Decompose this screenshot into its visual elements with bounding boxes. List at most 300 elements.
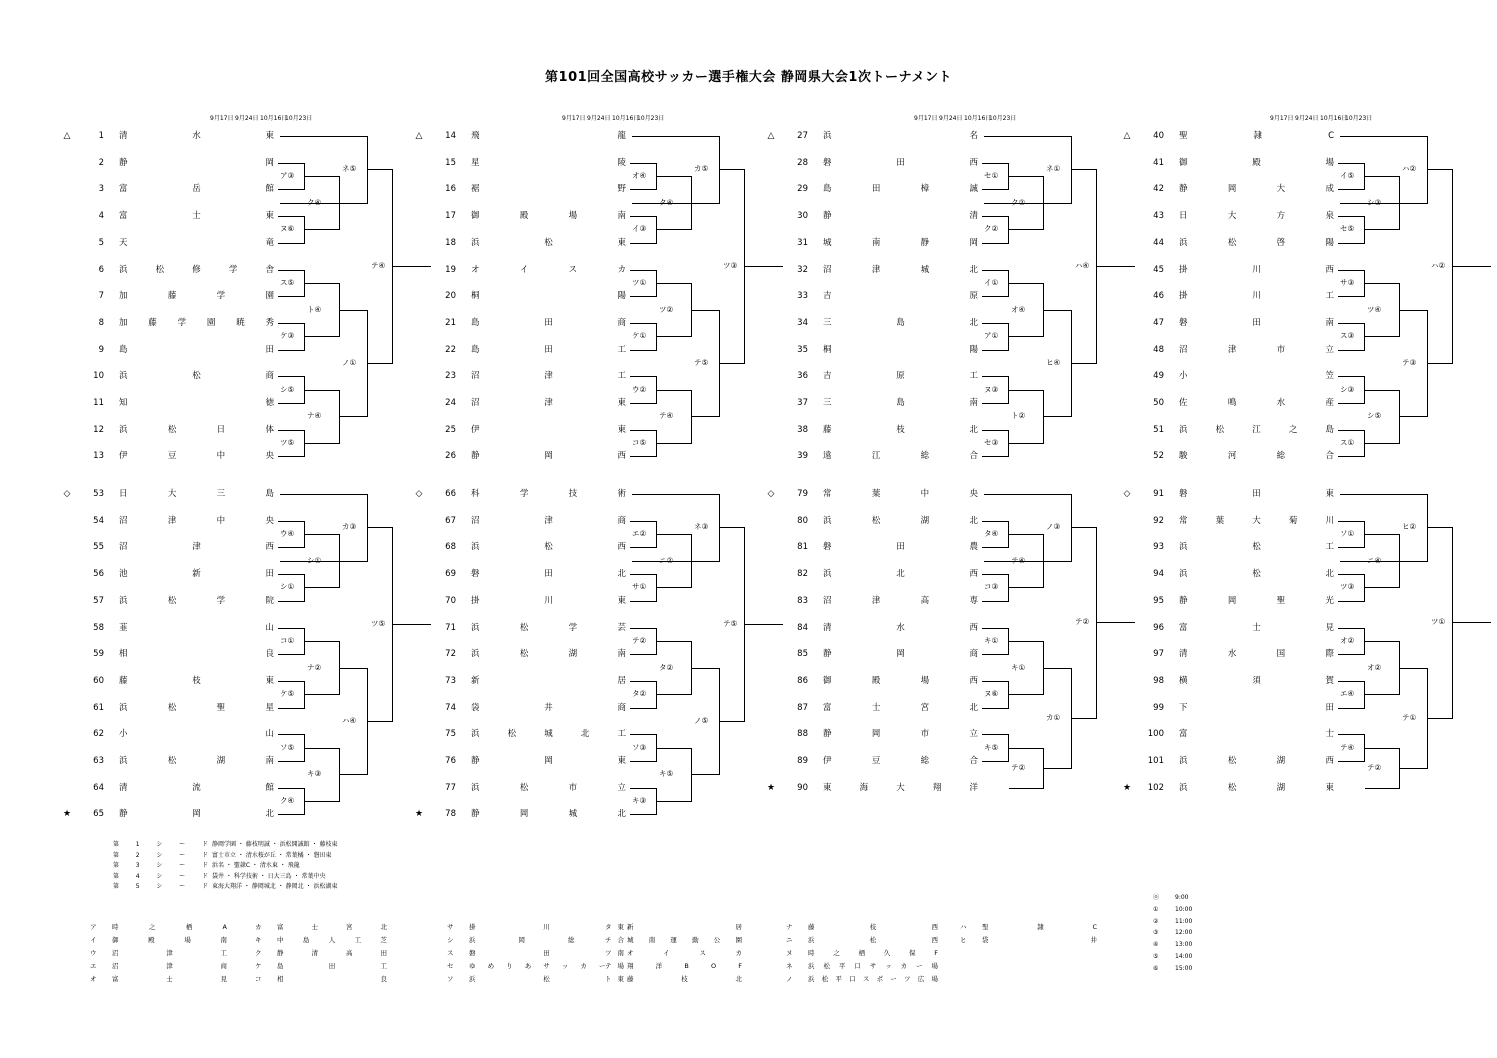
team-name	[471, 701, 626, 715]
team-row	[414, 567, 629, 581]
venue-row	[605, 947, 742, 960]
seed-label-char: ド	[201, 841, 208, 848]
seed-label-char: ー	[179, 841, 186, 848]
seed-label-char: シ	[156, 883, 163, 890]
seed-teams: 静岡学園 ・ 藤枝明誠 ・ 浜松開誠館 ・ 藤枝東	[212, 841, 338, 848]
team-name-char: 城	[823, 237, 832, 248]
team-number: 80	[797, 515, 808, 526]
team-row	[1122, 514, 1337, 528]
match-label: ウ②	[632, 384, 647, 394]
kickoff-time-row	[1153, 917, 1192, 928]
match-label: ア③	[280, 171, 295, 181]
team-number: 7	[98, 291, 104, 302]
team-name-char: 裾	[471, 184, 480, 195]
team-name-char: 場	[920, 675, 930, 686]
team-name	[471, 343, 626, 357]
team-name-char: 浜	[471, 237, 480, 248]
team-name-char: 津	[192, 542, 201, 553]
venue-name-char: 時	[808, 949, 815, 957]
team-name-char: 市	[1276, 344, 1286, 355]
team-name-char: 川	[544, 595, 553, 606]
venue-name-char: 袋	[982, 936, 989, 944]
team-name-char: 城	[920, 264, 930, 275]
team-row	[414, 316, 629, 330]
venue-name	[277, 960, 387, 973]
team-name-char: 体	[265, 424, 274, 435]
venue-name-char: 人	[328, 936, 336, 944]
team-name-char: 常	[823, 489, 832, 499]
team-name-char: 陽	[1325, 237, 1334, 248]
match-label: キ①	[1011, 662, 1026, 672]
venue-name-char: 松	[869, 936, 877, 944]
match-label: ノ③	[1046, 522, 1061, 532]
team-name-char: 浜	[1179, 782, 1188, 793]
team-name-char: 田	[1325, 702, 1334, 713]
team-name-char: 徳	[265, 398, 274, 408]
seed-label-char: 4	[135, 872, 140, 880]
team-name-char: 陽	[969, 344, 978, 355]
team-name-char: 島	[471, 317, 480, 328]
team-row	[62, 727, 277, 741]
seed-teams: 富士市立 ・ 清水桜が丘 ・ 常葉橘 ・ 磐田東	[212, 851, 332, 859]
venue-key: シ	[447, 936, 454, 944]
time-slot-mark: ⑤	[1153, 953, 1159, 960]
match-label: テ④	[659, 411, 674, 421]
venue-name-char: ー	[598, 962, 606, 970]
team-row	[62, 129, 277, 143]
team-name-char: 相	[119, 649, 128, 660]
venue-key: ネ	[786, 962, 793, 970]
team-name-char: 城	[568, 809, 578, 820]
venue-name-char: 場	[931, 975, 938, 983]
venue-name-char: カ	[580, 962, 587, 970]
venue-name-char: ポ	[876, 975, 884, 983]
team-name-char: 伊	[823, 756, 832, 766]
team-name-char: 菊	[1288, 515, 1298, 526]
team-name-char: 産	[1325, 398, 1334, 408]
seed-label	[113, 861, 212, 872]
team-number: 15	[445, 157, 456, 168]
team-name-char: 島	[1325, 424, 1334, 435]
team-number: 86	[797, 675, 808, 686]
venue-name	[627, 960, 742, 973]
team-name-char: 津	[1227, 344, 1237, 355]
team-row	[414, 727, 629, 741]
team-row	[1122, 567, 1337, 581]
match-label: イ①	[984, 277, 999, 287]
team-row	[1122, 129, 1337, 143]
match-label: ソ③	[632, 742, 647, 752]
team-name	[119, 647, 274, 661]
team-name-char: オ	[471, 264, 480, 275]
team-row	[1122, 182, 1337, 196]
venue-name-char: 合	[617, 936, 624, 944]
team-name-char: 沼	[823, 595, 832, 606]
venue-name	[469, 947, 624, 960]
venue-name-char: 浜	[469, 936, 476, 944]
team-name-char: 清	[1179, 649, 1188, 660]
match-label: サ③	[1340, 277, 1355, 287]
match-label: エ④	[1340, 689, 1355, 699]
team-name-char: 磐	[823, 157, 832, 168]
team-name-char: 北	[1325, 569, 1334, 580]
team-name-char: 士	[871, 702, 881, 713]
match-label: テ⑤	[694, 357, 709, 367]
match-label: ネ⑤	[342, 164, 357, 174]
team-name-char: 江	[1252, 424, 1261, 435]
team-name-char: 水	[1276, 398, 1286, 408]
team-name-char: 横	[1179, 675, 1188, 686]
match-label: ヒ④	[1046, 357, 1061, 367]
venue-name-char: 沼	[112, 962, 119, 970]
venue-name-char: 北	[380, 923, 387, 931]
team-name-char: 野	[617, 184, 626, 195]
team-row	[1122, 156, 1337, 170]
team-number: 34	[797, 317, 808, 328]
team-row	[62, 514, 277, 528]
venue-name-char: 川	[543, 923, 550, 931]
team-name	[471, 236, 626, 250]
team-name-char: 際	[1325, 649, 1334, 660]
seed-teams: 東海大翔洋 ・ 静岡城北 ・ 静岡北 ・ 浜松湖東	[212, 883, 338, 890]
team-number: 26	[445, 451, 456, 462]
team-name-char: ス	[568, 264, 578, 275]
venue-key: カ	[255, 923, 262, 931]
team-number: 57	[93, 595, 104, 606]
venue-row	[786, 934, 938, 947]
team-name-char: 立	[617, 782, 626, 793]
team-name	[823, 727, 978, 741]
venue-key: ヒ	[960, 936, 967, 944]
team-name-char: 南	[617, 649, 626, 660]
venue-row	[90, 921, 227, 934]
team-name-char: 鳴	[1227, 398, 1237, 408]
team-name-char: 富	[1179, 729, 1188, 740]
time-value: 13:00	[1175, 941, 1193, 949]
team-name-char: 東	[617, 398, 626, 408]
venue-name	[627, 921, 742, 934]
venue-name-char: 殿	[148, 936, 155, 944]
team-number: 40	[1153, 131, 1164, 141]
team-name	[1179, 182, 1334, 196]
venue-row	[605, 960, 742, 973]
team-number: 62	[93, 729, 104, 740]
venue-name-char: 中	[277, 936, 284, 944]
team-name	[823, 487, 978, 501]
team-name-char: 静	[823, 211, 832, 222]
team-name-char: 工	[617, 371, 626, 382]
team-name-char: 松	[155, 264, 165, 275]
team-name-char: 浜	[1179, 569, 1188, 580]
team-number: 27	[797, 131, 808, 141]
team-name-char: 清	[119, 131, 128, 141]
team-name-char: 津	[167, 515, 177, 526]
venue-name-char: 洋	[655, 962, 663, 970]
match-label: タ②	[659, 662, 674, 672]
team-row	[414, 423, 629, 437]
team-name-char: 井	[544, 702, 553, 713]
team-name	[823, 236, 978, 250]
team-name-char: 松	[519, 649, 529, 660]
seed-label-char: 1	[135, 841, 140, 848]
round-date: 9月17日	[914, 115, 938, 122]
team-name-char: 川	[1252, 264, 1261, 275]
venue-name-char: 岡	[518, 936, 525, 944]
match-label: カ③	[342, 522, 357, 532]
match-label: ソ①	[1340, 529, 1355, 539]
kickoff-time-row	[1153, 952, 1192, 963]
team-name-char: 総	[1276, 451, 1286, 462]
team-name	[471, 540, 626, 554]
team-name-char: 商	[969, 649, 978, 660]
team-name	[119, 781, 274, 795]
venue-name-char: 宮	[346, 923, 353, 931]
venue-key: ニ	[786, 936, 793, 944]
team-name-char: 田	[544, 344, 553, 355]
team-name	[119, 209, 274, 223]
venue-name-char: 口	[854, 962, 861, 970]
team-name	[119, 343, 274, 357]
venue-name-char: 南	[617, 949, 624, 957]
venue-key: ナ	[786, 923, 793, 931]
team-row	[766, 487, 981, 501]
team-name-char: 三	[216, 489, 226, 499]
team-row	[1122, 727, 1337, 741]
venue-name-char: F	[738, 962, 742, 970]
round-date: 9月17日	[210, 115, 234, 122]
match-label: ハ④	[342, 715, 357, 725]
team-name-char: 学	[216, 291, 226, 302]
team-name-char: 之	[1288, 424, 1298, 435]
team-name-char: 浜	[471, 622, 480, 633]
team-number: 55	[93, 542, 104, 553]
team-name-char: 伊	[119, 451, 128, 462]
venue-name	[469, 973, 624, 986]
team-name	[1179, 316, 1334, 330]
venue-name-char: カ	[900, 962, 908, 970]
match-label: イ③	[632, 224, 647, 234]
round-date: 10月16日	[964, 115, 992, 122]
team-name-char: 北	[969, 264, 978, 275]
team-row	[1122, 236, 1337, 250]
match-label: ク②	[984, 224, 999, 234]
team-name-char: 吉	[823, 291, 832, 302]
venue-key: ツ	[605, 949, 612, 957]
team-number: 92	[1153, 515, 1164, 526]
time-slot-mark: ⑥	[1153, 964, 1159, 972]
team-row	[414, 807, 629, 821]
team-name-char: 島	[471, 344, 480, 355]
team-number: 60	[93, 675, 104, 686]
match-label: タ④	[659, 197, 674, 207]
team-name-char: 田	[896, 157, 905, 168]
round-dates	[914, 113, 1017, 122]
team-name-char: 川	[1252, 291, 1261, 302]
team-row	[414, 647, 629, 661]
round-date: 10月23日	[989, 115, 1017, 122]
team-name-char: 岡	[544, 451, 553, 462]
venue-name-char: ス	[862, 975, 870, 983]
team-number: 84	[797, 622, 808, 633]
venue-key: ヌ	[786, 949, 793, 957]
team-name-char: 央	[265, 515, 274, 526]
match-label: シ⑤	[1367, 411, 1382, 421]
team-name-char: 原	[896, 371, 905, 382]
team-row	[766, 236, 981, 250]
team-name	[119, 396, 274, 410]
team-row	[1122, 621, 1337, 635]
team-name-char: 沼	[119, 515, 128, 526]
team-number: 94	[1153, 569, 1164, 580]
venue-key: コ	[255, 975, 262, 983]
venue-name	[469, 960, 624, 973]
team-name-char: 学	[216, 595, 226, 606]
team-name	[823, 540, 978, 554]
team-row	[1122, 594, 1337, 608]
team-name-char: 専	[969, 595, 978, 606]
team-name-char: 静	[471, 756, 480, 766]
team-number: 2	[98, 157, 104, 168]
seed-label-char: 第	[113, 851, 120, 859]
seed-row	[113, 882, 337, 893]
venue-name	[277, 973, 387, 986]
team-row	[62, 263, 277, 277]
venue-key: イ	[90, 936, 97, 944]
team-name-char: 龍	[617, 131, 626, 141]
team-name-char: 静	[119, 157, 128, 168]
team-name-char: 国	[1276, 649, 1286, 660]
team-name-char: 聖	[1276, 595, 1286, 606]
match-label: ス③	[1340, 331, 1355, 341]
seed-label-char: シ	[156, 851, 163, 859]
match-label: ツ①	[1431, 617, 1446, 627]
team-name-char: 大	[167, 489, 177, 499]
team-name	[823, 647, 978, 661]
venue-name	[469, 934, 624, 947]
team-name-char: 豆	[871, 756, 881, 766]
team-name-char: 沼	[471, 398, 480, 408]
team-number: 6	[98, 264, 104, 275]
team-name-char: 富	[1179, 622, 1188, 633]
match-label: テ⑤	[723, 619, 738, 629]
match-label: ツ①	[632, 277, 647, 287]
team-name	[471, 727, 626, 741]
venue-name-char: 士	[166, 975, 173, 983]
team-name-char: 静	[823, 729, 832, 740]
venue-name	[627, 934, 742, 947]
seed-label-char: ド	[201, 883, 208, 890]
venue-name-char: ツ	[904, 975, 911, 983]
venue-name	[808, 960, 938, 973]
match-label: ヌ③	[984, 384, 999, 394]
team-row	[62, 236, 277, 250]
team-name-char: 富	[119, 211, 128, 222]
team-name-char: 日	[216, 424, 226, 435]
team-name-char: 聖	[216, 702, 226, 713]
venue-name-char: 時	[112, 923, 119, 931]
team-name-char: 松	[167, 424, 177, 435]
team-name	[119, 156, 274, 170]
team-name-char: 暁	[236, 317, 245, 328]
team-name-char: 樟	[920, 184, 930, 195]
team-number: 59	[93, 649, 104, 660]
team-name-char: 笠	[1325, 371, 1334, 382]
bracket-line	[1453, 266, 1491, 267]
venue-key: サ	[447, 923, 454, 931]
team-name-char: 大	[896, 782, 905, 793]
team-row	[766, 514, 981, 528]
match-label: ネ①	[1046, 164, 1061, 174]
venue-row	[447, 960, 624, 973]
team-name-char: 佐	[1179, 398, 1188, 408]
team-name-char: イ	[519, 264, 529, 275]
team-number: 9	[98, 344, 104, 355]
time-slot-mark: ①	[1153, 905, 1159, 913]
team-name-char: 南	[617, 211, 626, 222]
team-name-char: 北	[969, 515, 978, 526]
team-name-char: 東	[617, 237, 626, 248]
match-label: ウ④	[280, 529, 295, 539]
team-name-char: 江	[871, 451, 881, 462]
team-name-char: 院	[265, 595, 274, 606]
team-name-char: 豆	[167, 451, 177, 462]
seed-label-char: 第	[113, 841, 120, 848]
team-name	[471, 156, 626, 170]
team-name	[471, 621, 626, 635]
team-name-char: 松	[1227, 782, 1237, 793]
team-name-char: 原	[969, 291, 978, 302]
team-name-char: 遠	[823, 451, 832, 462]
match-label: ハ④	[1075, 261, 1090, 271]
seed-mark: ★	[766, 782, 776, 793]
team-name-char: 湖	[1276, 756, 1286, 766]
team-name-char: 居	[617, 675, 626, 686]
team-number: 21	[445, 317, 456, 328]
team-name-char: 秀	[265, 317, 274, 328]
team-row	[414, 129, 629, 143]
team-name-char: 北	[896, 569, 905, 580]
team-name-char: 西	[1325, 756, 1334, 766]
seed-list	[113, 840, 337, 893]
team-row	[414, 182, 629, 196]
seed-mark: ★	[1122, 782, 1132, 793]
venue-name-char: 場	[617, 962, 624, 970]
team-name-char: 津	[544, 515, 553, 526]
team-name-char: 吉	[823, 371, 832, 382]
match-label: ニ②	[659, 555, 674, 565]
match-label: シ⑤	[280, 384, 295, 394]
team-name-char: 河	[1227, 451, 1237, 462]
team-name	[1179, 647, 1334, 661]
team-name-char: 岡	[969, 237, 978, 248]
match-label: コ⑤	[632, 438, 647, 448]
team-name-char: 桐	[823, 344, 832, 355]
venue-name-char: 商	[220, 962, 227, 970]
team-name-char: 工	[617, 344, 626, 355]
venue-name-char: 磐	[469, 949, 476, 957]
team-number: 47	[1153, 317, 1164, 328]
team-name-char: 東	[617, 756, 626, 766]
team-name-char: 中	[216, 515, 226, 526]
team-name-char: 中	[216, 451, 226, 462]
venue-key: オ	[90, 975, 97, 983]
team-row	[414, 343, 629, 357]
team-name-char: 掛	[471, 595, 480, 606]
team-row	[766, 129, 981, 143]
venue-name-char: 田	[328, 962, 336, 970]
team-name	[1179, 289, 1334, 303]
team-name-char: 田	[896, 542, 905, 553]
